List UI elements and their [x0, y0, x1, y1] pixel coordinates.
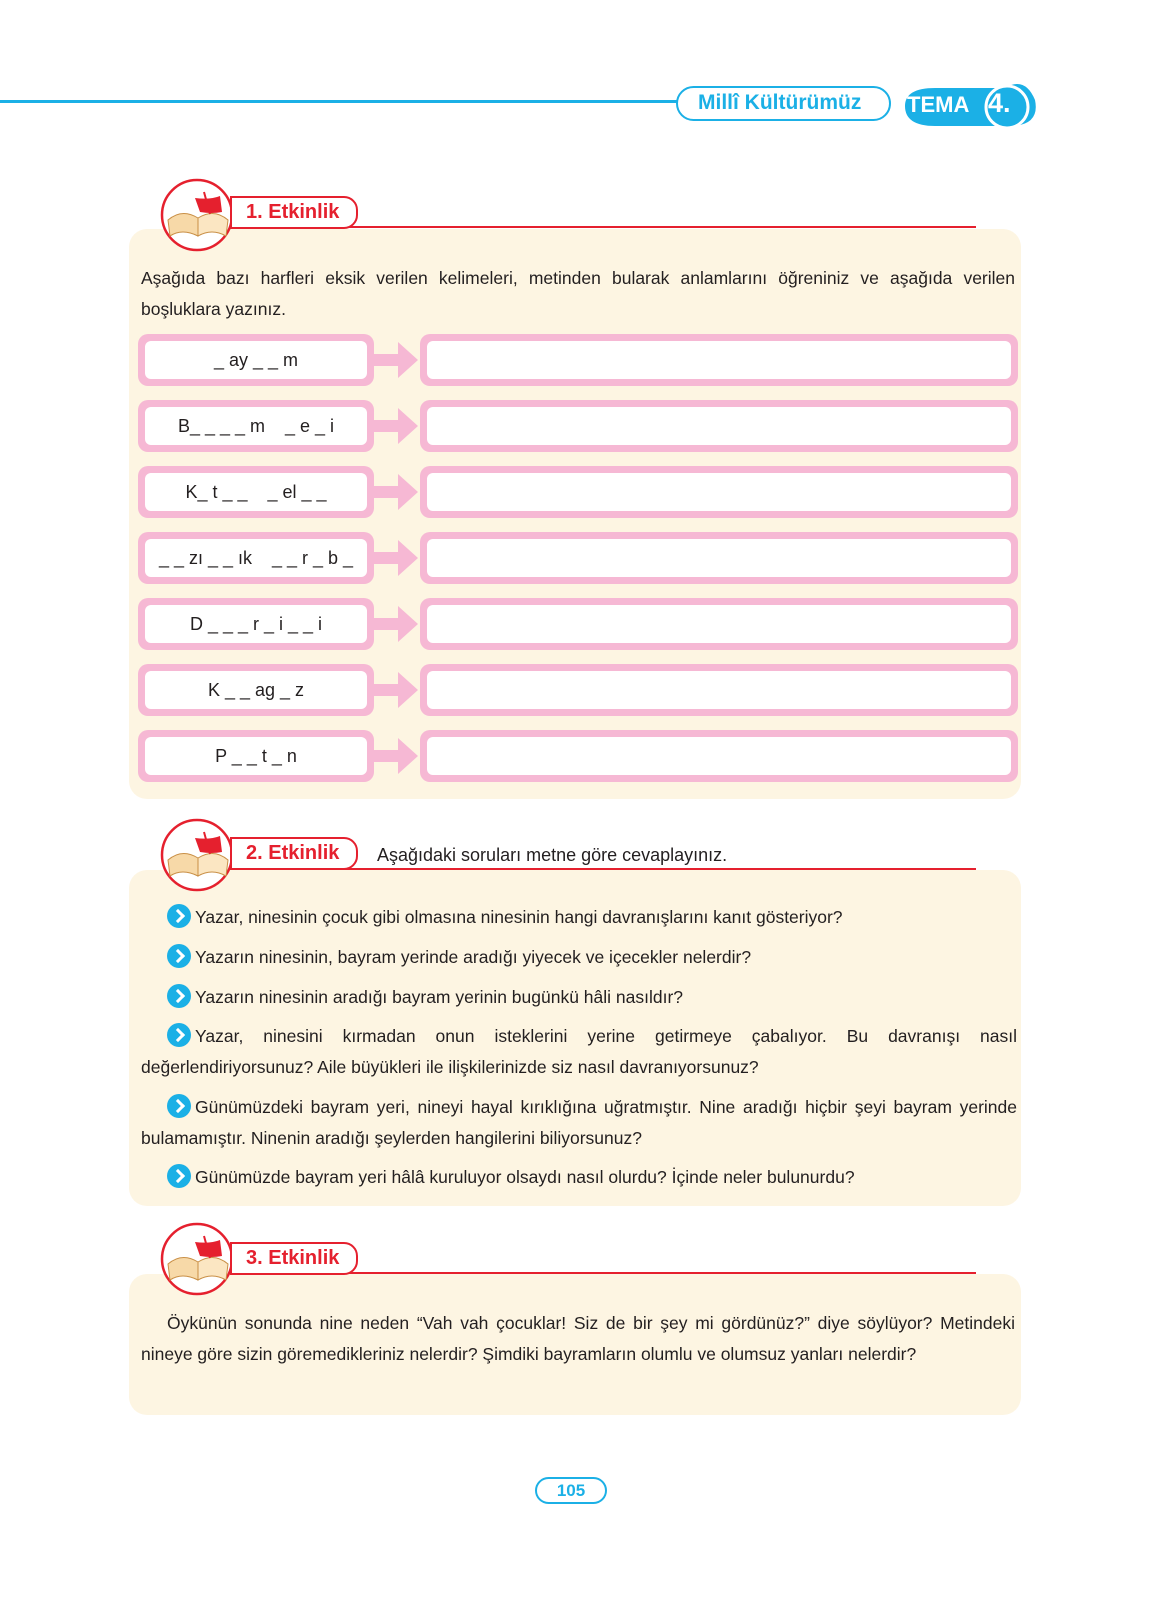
activity3-title: 3. Etkinlik	[230, 1242, 358, 1275]
question-item	[141, 902, 1017, 933]
word-box	[138, 466, 374, 518]
word-box	[138, 532, 374, 584]
answer-box	[420, 532, 1018, 584]
arrow-right-icon	[374, 472, 418, 512]
arrow-right-icon	[374, 604, 418, 644]
theme-title: Millî Kültürümüz	[698, 91, 862, 114]
answer-box	[420, 730, 1018, 782]
page-number: 105	[535, 1477, 607, 1504]
activity1-header	[160, 178, 1000, 253]
answer-box	[420, 334, 1018, 386]
missing-letter-word: K_ t _ _ _ el _ _	[145, 473, 367, 511]
activity2-title: 2. Etkinlik	[230, 837, 358, 870]
missing-letter-word: K _ _ ag _ z	[145, 671, 367, 709]
missing-letter-word: _ _ zı _ _ ık _ _ r _ b _	[145, 539, 367, 577]
word-box	[138, 664, 374, 716]
answer-field[interactable]	[427, 539, 1011, 577]
word-row	[138, 466, 1018, 518]
question-text: Yazarın ninesinin aradığı bayram yerinin bugünkü hâli nasıldır?	[195, 987, 684, 1007]
question-text: Günümüzdeki bayram yeri, nineyi hayal kırıklığına uğratmıştır. Nine aradığı hiçbir şeyi bayram yerinde bulamamıştır. Ninenin aradığı şeylerden hangilerini biliyorsunuz?	[141, 1097, 1017, 1148]
word-box	[138, 334, 374, 386]
answer-field[interactable]	[427, 737, 1011, 775]
activity3-text	[141, 1308, 1015, 1370]
header-rule	[0, 100, 690, 103]
answer-box	[420, 466, 1018, 518]
answer-field[interactable]	[427, 341, 1011, 379]
activity3-header	[160, 1222, 1000, 1297]
activity2-instruction: Aşağıdaki soruları metne göre cevaplayınız.	[377, 845, 728, 865]
question-item	[141, 982, 1017, 1013]
chevron-right-icon	[167, 1164, 191, 1188]
answer-box	[420, 664, 1018, 716]
open-book-icon	[160, 178, 235, 253]
open-book-icon	[160, 1222, 235, 1297]
chevron-right-icon	[167, 1023, 191, 1047]
answer-field[interactable]	[427, 671, 1011, 709]
activity1-title: 1. Etkinlik	[230, 196, 358, 229]
question-text: Yazar, ninesinin çocuk gibi olmasına ninesinin hangi davranışlarını kanıt gösteriyor?	[195, 907, 843, 927]
chevron-right-icon	[167, 944, 191, 968]
word-row	[138, 334, 1018, 386]
question-text: Günümüzde bayram yeri hâlâ kuruluyor olsaydı nasıl olurdu? İçinde neler bulunurdu?	[195, 1167, 855, 1187]
missing-letter-word: D _ _ _ r _ i _ _ i	[145, 605, 367, 643]
question-item	[141, 1162, 1017, 1193]
missing-letter-word: P _ _ t _ n	[145, 737, 367, 775]
arrow-right-icon	[374, 736, 418, 776]
word-box	[138, 598, 374, 650]
word-row	[138, 664, 1018, 716]
answer-field[interactable]	[427, 407, 1011, 445]
word-box	[138, 730, 374, 782]
question-text: Yazarın ninesinin, bayram yerinde aradığı yiyecek ve içecekler nelerdir?	[195, 947, 752, 967]
answer-field[interactable]	[427, 473, 1011, 511]
word-box	[138, 400, 374, 452]
missing-letter-word: _ ay _ _ m	[145, 341, 367, 379]
chevron-right-icon	[167, 904, 191, 928]
missing-letter-word: B_ _ _ _ m _ e _ i	[145, 407, 367, 445]
word-row	[138, 730, 1018, 782]
tema-label: TEMA	[907, 92, 970, 117]
tema-number: 4.	[988, 88, 1011, 118]
arrow-right-icon	[374, 670, 418, 710]
word-row	[138, 598, 1018, 650]
arrow-right-icon	[374, 406, 418, 446]
answer-box	[420, 598, 1018, 650]
answer-field[interactable]	[427, 605, 1011, 643]
activity3-paragraph: Öykünün sonunda nine neden “Vah vah çocuklar! Siz de bir şey mi gördünüz?” diye söylüyor? Metindeki nineye göre sizin göremedikleriniz nelerdir? Şimdiki bayramların olumlu ve olumsuz yanları nelerdir?	[141, 1313, 1015, 1364]
question-text: Yazar, ninesini kırmadan onun isteklerini yerine getirmeye çabalıyor. Bu davranışı nasıl değerlendiriyorsunuz? Aile büyükleri ile ilişkilerinizde siz nasıl davranıyorsunuz?	[141, 1026, 1017, 1077]
activity1-instruction: Aşağıda bazı harfleri eksik verilen kelimeleri, metinden bularak anlamlarını öğreniniz ve aşağıda verilen boşluklara yazınız.	[141, 268, 1015, 319]
chevron-right-icon	[167, 984, 191, 1008]
answer-box	[420, 400, 1018, 452]
arrow-right-icon	[374, 538, 418, 578]
arrow-right-icon	[374, 340, 418, 380]
question-item	[141, 1021, 1017, 1083]
open-book-icon	[160, 818, 235, 893]
question-item	[141, 942, 1017, 973]
word-row	[138, 400, 1018, 452]
question-item	[141, 1092, 1017, 1154]
chevron-right-icon	[167, 1094, 191, 1118]
word-row	[138, 532, 1018, 584]
